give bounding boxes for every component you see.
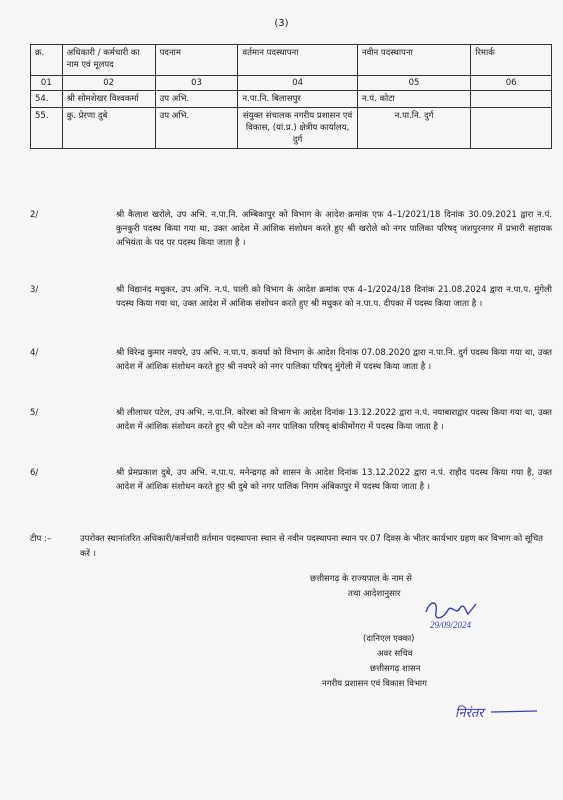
- header-new-posting: नवीन पदस्थापना: [357, 45, 470, 76]
- paragraph-6: [30, 466, 552, 494]
- cell-designation: उप अभि.: [155, 108, 238, 149]
- col-number: 04: [238, 76, 358, 91]
- col-number: 03: [155, 76, 238, 91]
- note: [30, 532, 552, 562]
- paragraph-text: श्री विद्यानंद मधुकर, उप अभि. न.पं. पाली को विभाग के आदेश क्रमांक एफ 4–1/2024/18 दिनांक 21.08.2024 द्वारा न.पा.प. मुंगेली पदस्थ किया गया था, उक्त आदेश में आंशिक संशोधन करते हुए श्री मधुकर को न.पा.प. दीपका में पदस्थ किया जाता है ।: [116, 285, 552, 309]
- col-number: 01: [31, 76, 63, 91]
- signature-date: 29/09/2024: [430, 620, 472, 630]
- cell-name: श्री सोमशेखर विश्वकर्मा: [62, 91, 155, 108]
- cell-name: कु. प्रेरणा दुबे: [62, 108, 155, 149]
- header-designation: पदनाम: [155, 45, 238, 76]
- paragraph-2: [30, 208, 552, 250]
- header-name: अधिकारी / कर्मचारी का नाम एवं मूलपद: [62, 45, 155, 76]
- department-name: नगरीय प्रशासन एवं विकास विभाग: [322, 679, 427, 689]
- note-text: उपरोक्त स्थानांतरित अधिकारी/कर्मचारी वर्तमान पदस्थापना स्थान से नवीन पदस्थापना स्थान पर 07 दिवस के भीतर कार्यभार ग्रहण कर विभाग को सूचित करें ।: [80, 534, 544, 559]
- paragraph-4: [30, 346, 552, 374]
- continued-stroke: [489, 707, 539, 717]
- col-number: 05: [357, 76, 470, 91]
- signatory-name: (दानिएल एक्का): [363, 634, 415, 644]
- government-name: छत्तीसगढ़ शासन: [370, 664, 421, 674]
- cell-new-posting: न.पं. कोटा: [357, 91, 470, 108]
- paragraph-text: श्री लीलाधर पटेल, उप अभि. न.पा.नि. कोरबा को विभाग के आदेश दिनांक 13.12.2022 द्वारा न.पं. नयाबाराद्वार पदस्थ किया गया था, उक्त आदेश में आंशिक संशोधन करते हुए श्री पटेल को नगर पालिका परिषद् बांकीमोंगरा में पदस्थ किया जाता है ।: [116, 408, 552, 432]
- paragraph-number: 3/: [30, 285, 39, 295]
- paragraph-5: [30, 406, 552, 434]
- paragraph-text: श्री प्रेमप्रकाश दुबे, उप अभि. न.पा.प. मनेन्द्रगढ़ को शासन के आदेश दिनांक 13.12.2022 द्वारा न.पं. राहौद पदस्थ किया गया है, उक्त आदेश में आंशिक संशोधन करते हुए श्री दुबे को नगर पालिक निगम अंबिकापुर में पदस्थ किया जाता है ।: [116, 468, 552, 492]
- paragraph-number: 6/: [30, 468, 39, 478]
- paragraph-text: श्री कैलाश खरोले, उप अभि. न.पा.नि. अम्बिकापुर को विभाग के आदेश क्रमांक एफ 4–1/2021/18 दिनांक 30.09.2021 द्वारा न.पं. कुनकुरी पदस्थ किया गया था, उक्त आदेश में आंशिक संशोधन करते हुए श्री खरोले को नगर पालिका परिषद् जशपुरनगर में प्रभारी सहायक अभियंता के पद पर पदस्थ किया जाता है ।: [116, 210, 552, 248]
- header-remark: रिमार्क: [471, 45, 552, 76]
- cell-serial: 55.: [31, 108, 63, 149]
- header-current-posting: वर्तमान पदस्थापना: [238, 45, 358, 76]
- note-label: टीप :–: [30, 534, 52, 544]
- cell-remark: [471, 108, 552, 149]
- table-header-row: [31, 45, 552, 76]
- cell-current-posting: न.पा.नि. बिलासपुर: [238, 91, 358, 108]
- table-row: [31, 108, 552, 149]
- col-number: 02: [62, 76, 155, 91]
- page-number: (3): [274, 18, 289, 29]
- transfer-table: [30, 44, 552, 149]
- cell-serial: 54.: [31, 91, 63, 108]
- cell-new-posting: न.पा.नि. दुर्ग: [357, 108, 470, 149]
- paragraph-3: [30, 283, 552, 311]
- paragraph-number: 5/: [30, 408, 39, 418]
- cell-remark: [471, 91, 552, 108]
- continued-handwritten: [455, 702, 539, 721]
- table-row: [31, 91, 552, 108]
- cell-designation: उप अभि.: [155, 91, 238, 108]
- col-number: 06: [471, 76, 552, 91]
- paragraph-number: 4/: [30, 348, 39, 358]
- order-line: तथा आदेशानुसार: [348, 589, 401, 599]
- column-number-row: [31, 76, 552, 91]
- header-serial: क्र.: [31, 45, 63, 76]
- signatory-designation: अवर सचिव: [377, 649, 413, 659]
- handwritten-signature: [420, 596, 500, 632]
- cell-current-posting: संयुक्त संचालक नगरीय प्रशासन एवं विकास, (यां.प्र.) क्षेत्रीय कार्यालय, दुर्ग: [238, 108, 358, 149]
- continued-text: निरंतर: [455, 706, 484, 721]
- governor-line: छत्तीसगढ़ के राज्यपाल के नाम से: [310, 574, 412, 584]
- paragraph-number: 2/: [30, 210, 39, 220]
- paragraph-text: श्री विरेन्द्र कुमार नवघरे, उप अभि. न.पा.प. कवर्धा को विभाग के आदेश दिनांक 07.08.2020 द्वारा न.पा.नि. दुर्ग पदस्थ किया गया था, उक्त आदेश में आंशिक संशोधन करते हुए श्री नवघरे को नगर पालिका परिषद् मुंगेली में पदस्थ किया जाता है ।: [116, 348, 552, 372]
